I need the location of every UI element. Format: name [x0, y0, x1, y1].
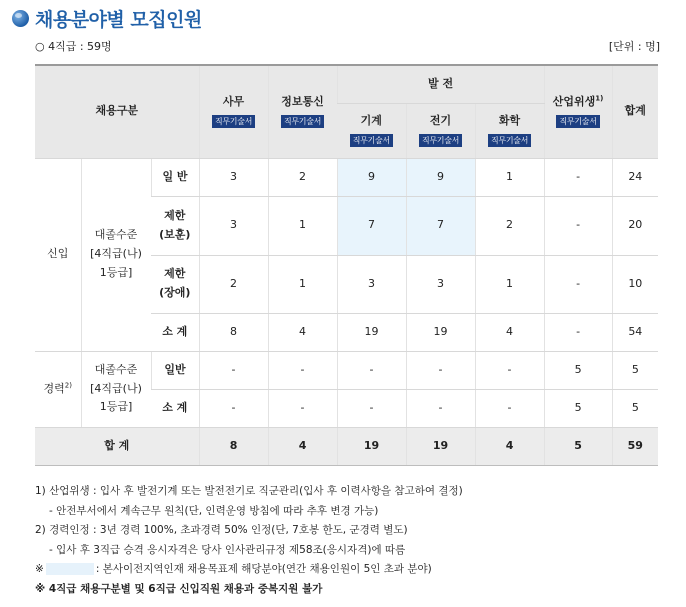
cell: 54 — [612, 313, 658, 351]
cell: 3 — [199, 196, 268, 255]
table-row — [35, 351, 658, 389]
table-row — [35, 158, 658, 196]
row-group-new: 신입 — [35, 158, 81, 351]
cell: - — [475, 351, 544, 389]
cell: - — [406, 351, 475, 389]
cell: 7 — [337, 196, 406, 255]
cell: - — [544, 255, 612, 313]
cell: 3 — [337, 255, 406, 313]
page-title-wrap — [12, 6, 202, 30]
cell: - — [544, 313, 612, 351]
header-safety-label: 산업위생$^{1)}$ — [552, 94, 604, 109]
job-description-badge[interactable]: 직무기술서 — [350, 134, 393, 147]
row-label: 일반 — [151, 351, 199, 389]
cell: 5 — [544, 427, 612, 465]
job-description-badge[interactable]: 직무기술서 — [488, 134, 531, 147]
row-label: 제한 (보훈) — [151, 196, 199, 255]
cell: 8 — [199, 313, 268, 351]
cell: 19 — [337, 313, 406, 351]
cell: 5 — [544, 351, 612, 389]
cell: 1 — [475, 158, 544, 196]
note-2: 2) 경력인정 : 3년 경력 100%, 초과경력 50% 인정(단, 7호봉 한도, 군경력 별도) — [35, 524, 408, 537]
cell: 20 — [612, 196, 658, 255]
cell: 19 — [406, 313, 475, 351]
cell: - — [406, 389, 475, 427]
footnotes — [35, 482, 463, 600]
header-mech-label: 기계 — [360, 113, 382, 127]
header-chem — [475, 103, 544, 158]
row-univ-level: 대졸수준 [4직급(나) 1등급] — [81, 351, 151, 427]
row-label: 소 계 — [151, 389, 199, 427]
cell: - — [268, 351, 337, 389]
cell: 8 — [199, 427, 268, 465]
cell: 2 — [268, 158, 337, 196]
cell: 7 — [406, 196, 475, 255]
cell: - — [475, 389, 544, 427]
cell: 2 — [199, 255, 268, 313]
page-title: 채용분야별 모집인원 — [35, 8, 202, 31]
header-safety — [544, 65, 612, 158]
cell: 9 — [337, 158, 406, 196]
header-mech — [337, 103, 406, 158]
row-univ-level: 대졸수준 [4직급(나) 1등급] — [81, 158, 151, 351]
header-total: 합계 — [612, 65, 658, 158]
cell: 19 — [406, 427, 475, 465]
cell: 4 — [268, 427, 337, 465]
note-3: ※ : 본사이전지역인재 채용목표제 해당분야(연간 채용인원이 5인 초과 분야) — [35, 563, 432, 576]
grade-summary: ○ 4직급 : 59명 — [35, 40, 112, 53]
header-ict — [268, 65, 337, 158]
unit-label: [단위 : 명] — [608, 40, 660, 53]
cell: 1 — [268, 255, 337, 313]
row-group-career: 경력$^{2)}$ — [35, 351, 81, 427]
cell: 5 — [612, 389, 658, 427]
cell: - — [337, 389, 406, 427]
job-description-badge[interactable]: 직무기술서 — [419, 134, 462, 147]
cell: 4 — [475, 427, 544, 465]
cell: 4 — [268, 313, 337, 351]
cell: - — [199, 351, 268, 389]
globe-bullet-icon — [12, 10, 29, 27]
total-label: 합 계 — [35, 427, 199, 465]
row-label: 소 계 — [151, 313, 199, 351]
cell: 4 — [475, 313, 544, 351]
header-ict-label: 정보통신 — [281, 95, 324, 109]
cell: 3 — [199, 158, 268, 196]
note-1-detail: - 안전부서에서 계속근무 원칙(단, 인력운영 방침에 따라 추후 변경 가능) — [49, 504, 379, 517]
header-office — [199, 65, 268, 158]
cell: 5 — [544, 389, 612, 427]
header-chem-label: 화학 — [498, 113, 521, 127]
header-elec — [406, 103, 475, 158]
cell: - — [544, 196, 612, 255]
cell: 2 — [475, 196, 544, 255]
job-description-badge[interactable]: 직무기술서 — [212, 115, 255, 128]
cell: - — [199, 389, 268, 427]
cell: - — [268, 389, 337, 427]
cell: 59 — [612, 427, 658, 465]
cell: 5 — [612, 351, 658, 389]
note-4: ※ 4직급 채용구분별 및 6직급 신입직원 채용과 중복지원 불가 — [35, 582, 323, 595]
cell: - — [544, 158, 612, 196]
cell: 3 — [406, 255, 475, 313]
header-group: 채용구분 — [35, 65, 199, 158]
cell: - — [337, 351, 406, 389]
note-1: 1) 산업위생 : 입사 후 발전기계 또는 발전전기로 직군관리(입사 후 이력사항을 참고하여 결정) — [35, 485, 463, 497]
cell: 24 — [612, 158, 658, 196]
cell: 1 — [475, 255, 544, 313]
cell: 19 — [337, 427, 406, 465]
row-label: 제한 (장애) — [151, 255, 199, 313]
highlight-swatch — [46, 563, 94, 575]
note-2-detail: - 입사 후 3직급 승격 응시자격은 당사 인사관리규정 제58조(응시자격)에 따름 — [49, 543, 406, 556]
cell: 9 — [406, 158, 475, 196]
recruitment-table — [35, 64, 658, 466]
row-label: 일 반 — [151, 158, 199, 196]
cell: 10 — [612, 255, 658, 313]
cell: 1 — [268, 196, 337, 255]
total-row — [35, 427, 658, 465]
job-description-badge[interactable]: 직무기술서 — [281, 115, 324, 128]
header-power: 발 전 — [337, 65, 544, 103]
header-office-label: 사무 — [222, 95, 245, 109]
job-description-badge[interactable]: 직무기술서 — [556, 115, 599, 128]
header-elec-label: 전기 — [429, 113, 452, 127]
